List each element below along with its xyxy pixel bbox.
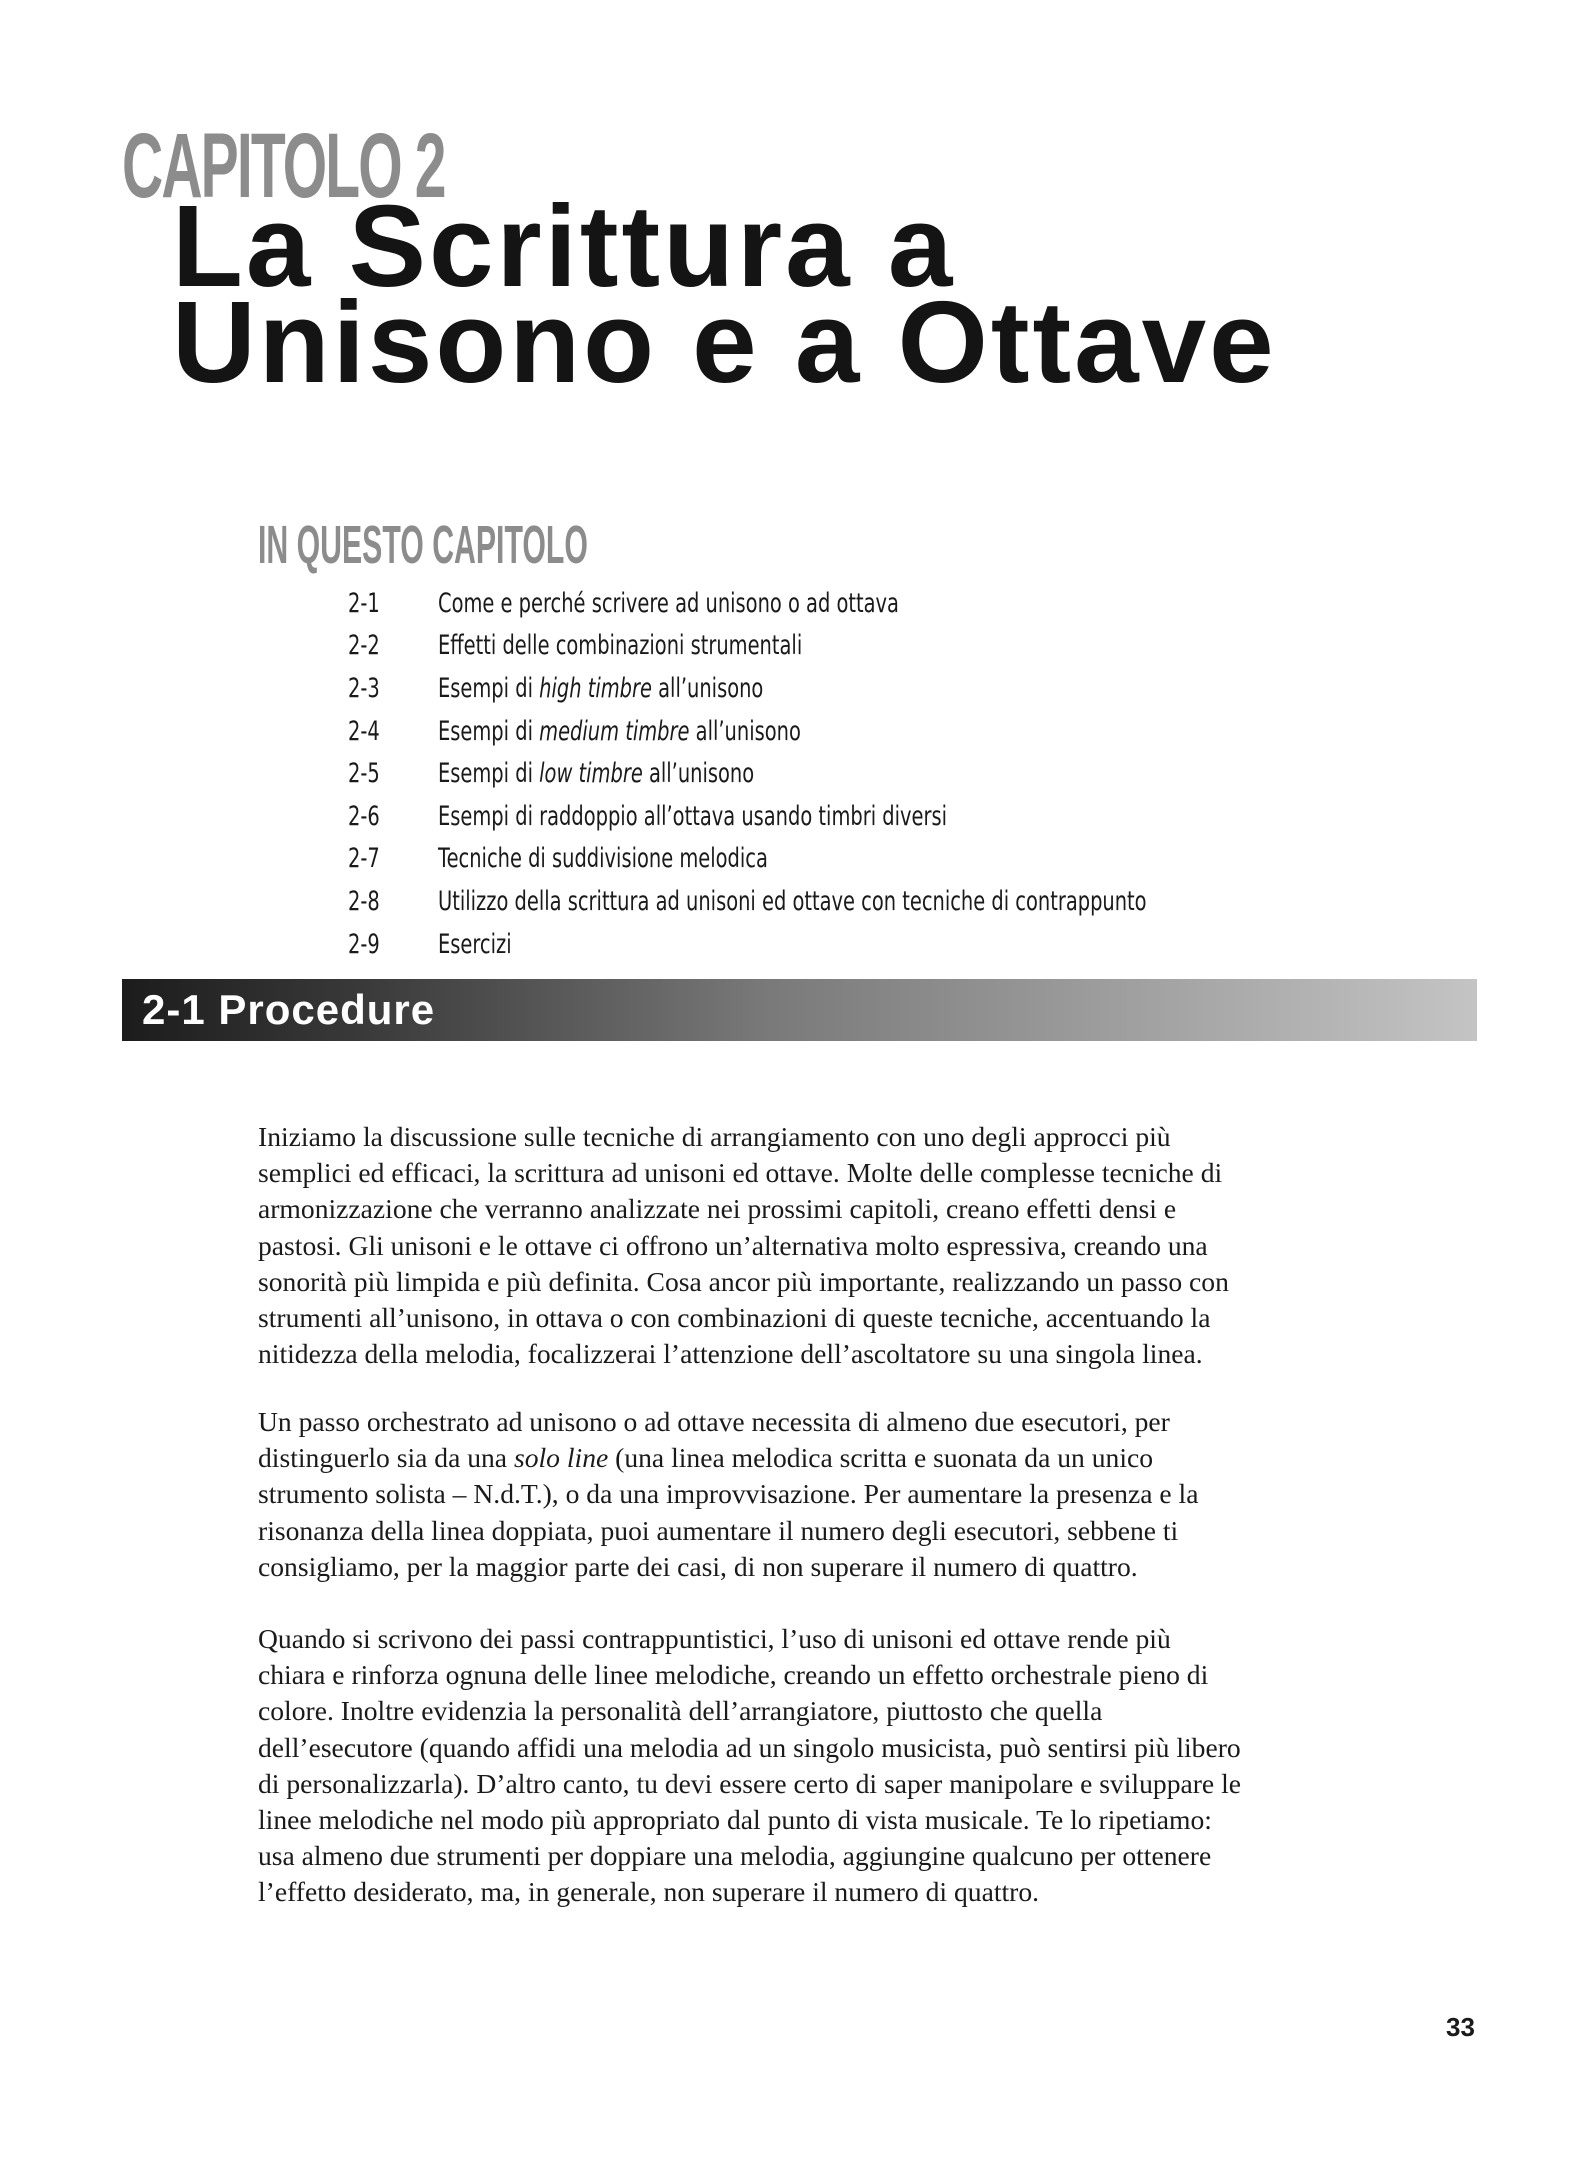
paragraph-line: linee melodiche nel modo più appropriato dal punto di vista musicale. Te lo ripetiamo:: [258, 1804, 1212, 1836]
paragraph-line: strumenti all’unisono, in ottava o con combinazioni di queste tecniche, accentuando la: [258, 1302, 1211, 1334]
toc-item-suffix: all’unisono: [651, 672, 764, 704]
toc-item: [348, 582, 1448, 625]
paragraph-line: usa almeno due strumenti per doppiare una melodia, aggiungine qualcuno per ottenere: [258, 1840, 1212, 1872]
chapter-title-line-2: Unisono e a Ottave: [172, 277, 1277, 407]
toc-item-number: 2-3: [348, 672, 380, 704]
paragraph-text: distinguerlo sia da una: [258, 1442, 514, 1474]
paragraph-line: consigliamo, per la maggior parte dei casi, di non superare il numero di quattro.: [258, 1550, 1138, 1582]
paragraph-line: dell’esecutore (quando affidi una melodia ad un singolo musicista, può sentirsi più libero: [258, 1731, 1241, 1763]
page-number: 33: [1446, 2012, 1475, 2042]
paragraph-line: pastosi. Gli unisoni e le ottave ci offrono un’alternativa molto espressiva, creando una: [258, 1229, 1208, 1261]
paragraph-line: chiara e rinforza ognuna delle linee melodiche, creando un effetto orchestrale pieno di: [258, 1659, 1209, 1691]
section-title: 2-1 Procedure: [142, 986, 436, 1033]
toc-item-prefix: Esempi di: [438, 715, 540, 747]
paragraph-line: Iniziamo la discussione sulle tecniche di arrangiamento con uno degli approcci più: [258, 1121, 1171, 1152]
chapter-title: [172, 181, 1277, 407]
toc-item-number: 2-7: [348, 843, 380, 875]
toc-item-suffix: all’unisono: [642, 758, 755, 790]
toc-item-number: 2-8: [348, 885, 380, 917]
paragraph-line: semplici ed efficaci, la scrittura ad unisoni ed ottave. Molte delle complesse tecniche di: [258, 1157, 1223, 1189]
toc-item-suffix: all’unisono: [689, 715, 801, 747]
toc-item-number: 2-2: [348, 630, 380, 662]
paragraph-emphasis: solo line: [513, 1442, 609, 1474]
paragraph-line: nitidezza della melodia, focalizzerai l’attenzione dell’ascoltatore su una singola linea.: [258, 1338, 1203, 1370]
paragraph-line: di personalizzarla). D’altro canto, tu devi essere certo di saper manipolare e sviluppare le: [258, 1767, 1241, 1799]
toc-item-number: 2-6: [348, 800, 380, 832]
toc-item-text: [438, 758, 754, 789]
toc-item-prefix: Esempi di: [438, 758, 540, 790]
paragraph-line: [258, 1440, 1398, 1476]
toc-item: [348, 625, 1448, 668]
chapter-contents-list: [348, 582, 1448, 965]
paragraph-1: [258, 1119, 1398, 1372]
toc-item-number: 2-1: [348, 587, 380, 619]
paragraph-2: [258, 1404, 1398, 1585]
paragraph-line: risonanza della linea doppiata, puoi aumentare il numero degli esecutori, sebbene ti: [258, 1514, 1179, 1546]
toc-item: [348, 838, 1448, 881]
paragraph-line: Quando si scrivono dei passi contrappuntistici, l’uso di unisoni ed ottave rende più: [258, 1623, 1171, 1654]
section-header-bar: [122, 979, 1477, 1041]
paragraph-3: [258, 1621, 1398, 1911]
toc-item-text: Esercizi: [438, 928, 512, 960]
toc-item-text: Come e perché scrivere ad unisono o ad ottava: [438, 587, 899, 619]
paragraph-line: sonorità più limpida e più definita. Cosa ancor più importante, realizzando un passo con: [258, 1265, 1229, 1297]
toc-item-text: [438, 716, 801, 747]
paragraph-line: armonizzazione che verranno analizzate nei prossimi capitoli, creano effetti densi e: [258, 1193, 1177, 1225]
chapter-title-line-1: La Scrittura a: [172, 181, 956, 311]
toc-item-text: [438, 673, 763, 704]
toc-heading: IN QUESTO CAPITOLO: [258, 515, 588, 575]
toc-item-number: 2-4: [348, 715, 380, 747]
paragraph-line: strumento solista – N.d.T.), o da una improvvisazione. Per aumentare la presenza e la: [258, 1478, 1199, 1510]
toc-item-text: Effetti delle combinazioni strumentali: [438, 630, 803, 662]
toc-item-number: 2-5: [348, 758, 380, 790]
toc-item-number: 2-9: [348, 928, 380, 960]
toc-item: [348, 667, 1448, 710]
toc-item-emphasis: medium timbre: [539, 715, 690, 747]
toc-item: [348, 710, 1448, 753]
paragraph-text: (una linea melodica scritta e suonata da un unico: [608, 1442, 1154, 1474]
toc-item: [348, 923, 1448, 966]
toc-item-emphasis: low timbre: [539, 758, 643, 790]
toc-item: [348, 752, 1448, 795]
paragraph-line: l’effetto desiderato, ma, in generale, non superare il numero di quattro.: [258, 1876, 1040, 1908]
toc-item: [348, 880, 1448, 923]
toc-item-text: Esempi di raddoppio all’ottava usando timbri diversi: [438, 800, 948, 832]
paragraph-line: colore. Inoltre evidenzia la personalità dell’arrangiatore, piuttosto che quella: [258, 1695, 1103, 1727]
toc-item-emphasis: high timbre: [539, 672, 652, 704]
paragraph-line: Un passo orchestrato ad unisono o ad ottave necessita di almeno due esecutori, per: [258, 1406, 1170, 1437]
toc-item-text: Tecniche di suddivisione melodica: [438, 843, 768, 875]
chapter-label: CAPITOLO 2: [122, 115, 445, 217]
toc-item: [348, 795, 1448, 838]
toc-item-prefix: Esempi di: [438, 672, 540, 704]
toc-item-text: Utilizzo della scrittura ad unisoni ed ottave con tecniche di contrappunto: [438, 885, 1147, 917]
